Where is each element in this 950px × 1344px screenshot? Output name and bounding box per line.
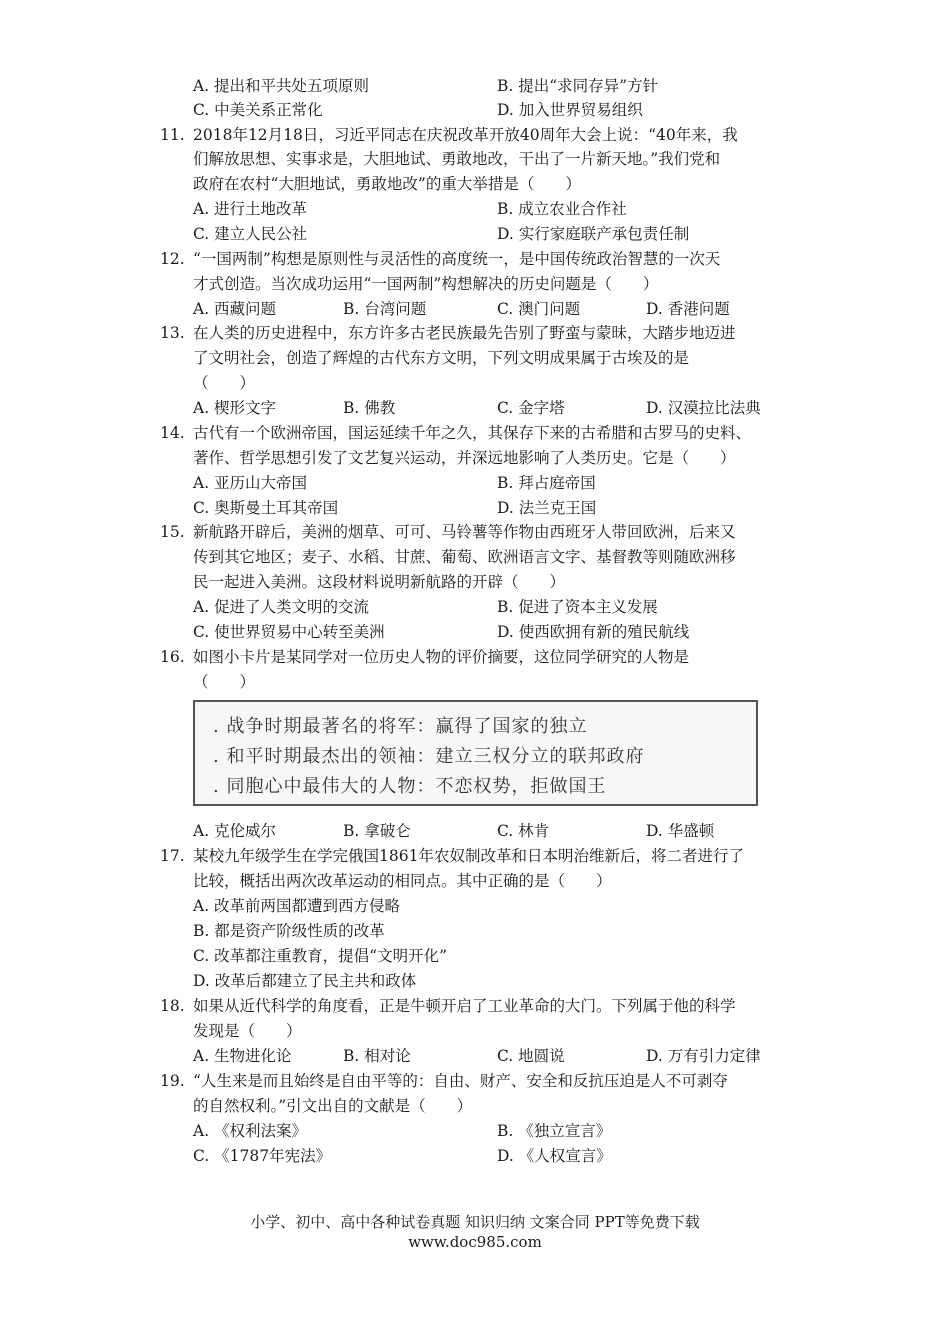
q13-option-b: B. 佛教	[343, 399, 396, 417]
q14-option-b: B. 拜占庭帝国	[497, 474, 596, 492]
q16-stem-line: （ ）	[193, 673, 256, 691]
q14-stem-line: 著作、哲学思想引发了文艺复兴运动，并深远地影响了人类历史。它是（ ）	[193, 449, 736, 467]
q10-option-d: D. 加入世界贸易组织	[497, 101, 643, 119]
q15-stem-line: 民一起进入美洲。这段材料说明新航路的开辟（ ）	[193, 573, 566, 591]
q12-option-a: A. 西藏问题	[193, 300, 277, 318]
card-line: . 同胞心中最伟大的人物：不恋权势，拒做国王	[213, 776, 607, 797]
q11-stem-line: 们解放思想、实事求是，大胆地试、勇敢地改，干出了一片新天地。”我们党和	[193, 150, 721, 168]
footer-text: 小学、初中、高中各种试卷真题 知识归纳 文案合同 PPT等免费下载	[250, 1213, 700, 1231]
q15-option-c: C. 使世界贸易中心转至美洲	[193, 623, 385, 641]
q13-option-a: A. 楔形文字	[193, 399, 277, 417]
q14-number: 14.	[160, 424, 185, 442]
q16-option-b: B. 拿破仑	[343, 822, 411, 840]
q18-option-c: C. 地圆说	[497, 1047, 565, 1065]
q16-option-d: D. 华盛顿	[646, 822, 715, 840]
q16-stem-line: 如图小卡片是某同学对一位历史人物的评价摘要，这位同学研究的人物是	[193, 648, 690, 666]
q11-option-c: C. 建立人民公社	[193, 225, 308, 243]
q14-option-d: D. 法兰克王国	[497, 499, 597, 517]
q18-option-a: A. 生物进化论	[193, 1047, 292, 1065]
q14-option-a: A. 亚历山大帝国	[193, 474, 308, 492]
q12-option-b: B. 台湾问题	[343, 300, 427, 318]
q12-stem-line: “一国两制”构想是原则性与灵活性的高度统一，是中国传统政治智慧的一次天	[193, 250, 721, 268]
q15-option-d: D. 使西欧拥有新的殖民航线	[497, 623, 690, 641]
q18-number: 18.	[160, 997, 185, 1015]
q17-option-b: B. 都是资产阶级性质的改革	[193, 922, 385, 940]
q18-option-b: B. 相对论	[343, 1047, 411, 1065]
q18-stem-line: 如果从近代科学的角度看，正是牛顿开启了工业革命的大门。下列属于他的科学	[193, 997, 736, 1015]
q17-stem-line: 某校九年级学生在学完俄国1861年农奴制改革和日本明治维新后，将二者进行了	[193, 847, 744, 865]
q12-option-d: D. 香港问题	[646, 300, 730, 318]
q14-option-c: C. 奥斯曼土耳其帝国	[193, 499, 339, 517]
q13-stem-line: 了文明社会，创造了辉煌的古代东方文明，下列文明成果属于古埃及的是	[193, 349, 690, 367]
q19-stem-line: “人生来是而且始终是自由平等的：自由、财产、安全和反抗压迫是人不可剥夺	[193, 1072, 728, 1090]
q18-stem-line: 发现是（ ）	[193, 1022, 302, 1040]
q16-evaluation-card	[193, 700, 758, 806]
q13-option-c: C. 金字塔	[497, 399, 565, 417]
q19-option-b: B. 《独立宣言》	[497, 1122, 612, 1140]
q13-option-d: D. 汉漠拉比法典	[646, 399, 761, 417]
q10-option-b: B. 提出“求同存异”方针	[497, 77, 659, 95]
q13-stem-line: 在人类的历史进程中，东方许多古老民族最先告别了野蛮与蒙昧，大踏步地迈进	[193, 324, 736, 342]
card-line: . 和平时期最杰出的领袖：建立三权分立的联邦政府	[213, 746, 645, 767]
q15-stem-line: 新航路开辟后，美洲的烟草、可可、马铃薯等作物由西班牙人带回欧洲，后来又	[193, 523, 736, 541]
q17-option-c: C. 改革都注重教育，提倡“文明开化”	[193, 947, 448, 965]
q11-option-b: B. 成立农业合作社	[497, 200, 627, 218]
q16-number: 16.	[160, 648, 185, 666]
q12-number: 12.	[160, 250, 185, 268]
q13-number: 13.	[160, 324, 185, 342]
q16-option-a: A. 克伦威尔	[193, 822, 277, 840]
q18-option-d: D. 万有引力定律	[646, 1047, 761, 1065]
q16-option-c: C. 林肯	[497, 822, 550, 840]
q11-option-d: D. 实行家庭联产承包责任制	[497, 225, 690, 243]
q17-option-d: D. 改革后都建立了民主共和政体	[193, 972, 417, 990]
q12-stem-line: 才式创造。当次成功运用“一国两制”构想解决的历史问题是（ ）	[193, 275, 659, 293]
q15-number: 15.	[160, 523, 185, 541]
footer-url: www.doc985.com	[408, 1233, 542, 1251]
q10-option-c: C. 中美关系正常化	[193, 101, 323, 119]
q11-option-a: A. 进行土地改革	[193, 200, 308, 218]
q15-option-b: B. 促进了资本主义发展	[497, 598, 658, 616]
q17-stem-line: 比较，概括出两次改革运动的相同点。其中正确的是（ ）	[193, 872, 612, 890]
q15-stem-line: 传到其它地区；麦子、水稻、甘蔗、葡萄、欧洲语言文字、基督教等则随欧洲移	[193, 548, 736, 566]
q10-option-a: A. 提出和平共处五项原则	[193, 77, 370, 95]
q19-stem-line: 的自然权利。”引文出自的文献是（ ）	[193, 1097, 473, 1115]
q19-option-c: C. 《1787年宪法》	[193, 1147, 332, 1165]
q19-option-a: A. 《权利法案》	[193, 1122, 308, 1140]
q17-option-a: A. 改革前两国都遭到西方侵略	[193, 897, 401, 915]
card-line: . 战争时期最著名的将军：赢得了国家的独立	[213, 716, 588, 737]
q11-stem-line: 政府在农村“大胆地试，勇敢地改”的重大举措是（ ）	[193, 175, 581, 193]
q19-option-d: D. 《人权宣言》	[497, 1147, 612, 1165]
q15-option-a: A. 促进了人类文明的交流	[193, 598, 370, 616]
q12-option-c: C. 澳门问题	[497, 300, 581, 318]
q11-stem-line: 2018年12月18日，习近平同志在庆祝改革开放40周年大会上说：“40年来，我	[193, 126, 738, 144]
q11-number: 11.	[160, 126, 185, 144]
q17-number: 17.	[160, 847, 185, 865]
q14-stem-line: 古代有一个欧洲帝国，国运延续千年之久，其保存下来的古希腊和古罗马的史料、	[193, 424, 752, 442]
q13-stem-line: （ ）	[193, 374, 256, 392]
q19-number: 19.	[160, 1072, 185, 1090]
